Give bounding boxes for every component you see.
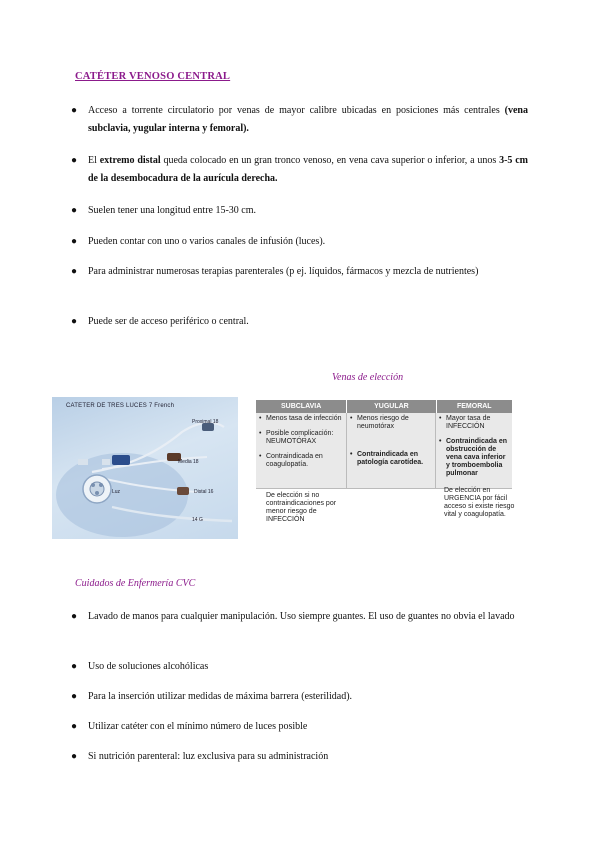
cuidados-list	[71, 608, 528, 768]
table-header	[256, 400, 512, 413]
list-item: ● Pueden contar con uno o varios canales de infusión (luces).	[88, 233, 528, 263]
list-item: ● Suelen tener una longitud entre 15-30 cm.	[88, 202, 528, 233]
photo-tag: 14 G	[192, 517, 203, 523]
list-item: ● Utilizar catéter con el mínimo número de luces posible	[88, 718, 528, 748]
list-item: ● Si nutrición parenteral: luz exclusiva para su administración	[88, 748, 528, 768]
bullet-icon: ●	[71, 155, 78, 166]
photo-tag: Proximal 18	[192, 419, 219, 425]
venas-eleccion-title: Venas de elección	[332, 372, 404, 383]
table-item: • Contraindicada en patología carotídea.	[350, 451, 424, 466]
list-item: ● Para la inserción utilizar medidas de máxima barrera (esterilidad).	[88, 688, 528, 718]
bullet-icon: ●	[71, 691, 78, 702]
table-notes	[256, 487, 515, 539]
bullet-icon: ●	[71, 236, 78, 247]
table-body	[256, 413, 512, 489]
list-item: ● El extremo distal queda colocado en un gran tronco venoso, en vena cava superior o inferior, a unos 3-5 cm de la desembocadura de la aurícula derecha.	[88, 152, 528, 202]
note-subclavia: De elección si no contraindicaciones por menor riesgo de INFECCIÓN	[266, 492, 337, 523]
table-item: • Contraindicada en obstrucción de vena cava inferior y tromboembolia pulmonar	[439, 438, 508, 477]
header-yugular: YUGULAR	[347, 400, 436, 413]
list-item: ● Para administrar numerosas terapias parenterales (p ej. líquidos, fármacos y mezcla de nutrientes)	[88, 263, 528, 313]
catheter-photo	[52, 397, 238, 539]
column-subclavia	[256, 413, 347, 488]
list-item: ● Acceso a torrente circulatorio por venas de mayor calibre ubicadas en posiciones más centrales (vena subclavia, yugular interna y femoral).	[88, 102, 528, 152]
list-item: ● Puede ser de acceso periférico o central.	[88, 313, 528, 333]
table-item: • Mayor tasa de INFECCIÓN	[439, 415, 491, 430]
cuidados-title: Cuidados de Enfermería CVC	[75, 578, 196, 589]
column-femoral	[436, 413, 512, 488]
bullet-icon: ●	[71, 266, 78, 277]
catheter-photo-label: CATETER DE TRES LUCES 7 French	[66, 403, 175, 409]
venas-table	[256, 400, 515, 539]
column-yugular	[347, 413, 436, 488]
list-item: ● Lavado de manos para cualquier manipulación. Uso siempre guantes. El uso de guantes no obvia el lavado	[88, 608, 528, 658]
bullet-icon: ●	[71, 751, 78, 762]
header-femoral: FEMORAL	[437, 400, 512, 413]
bullet-icon: ●	[71, 205, 78, 216]
definition-list	[71, 102, 528, 333]
table-item: • Posible complicación: NEUMOTÓRAX	[259, 430, 334, 445]
table-item: • Menos tasa de infección	[259, 415, 342, 422]
header-subclavia: SUBCLAVIA	[256, 400, 347, 413]
bullet-icon: ●	[71, 661, 78, 672]
note-femoral: De elección en URGENCIA por fácil acceso si existe riesgo vital y coagulopatía.	[444, 487, 515, 518]
bullet-icon: ●	[71, 721, 78, 732]
bullet-icon: ●	[71, 316, 78, 327]
table-item: • Contraindicada en coagulopatía.	[259, 453, 323, 468]
list-item: ● Uso de soluciones alcohólicas	[88, 658, 528, 688]
section-title: CATÉTER VENOSO CENTRAL	[75, 71, 231, 82]
table-item: • Menos riesgo de neumotórax	[350, 415, 409, 430]
photo-tag: Luz	[112, 489, 121, 495]
photo-tag: Media 18	[178, 459, 199, 465]
bullet-icon: ●	[71, 105, 78, 116]
photo-tag: Distal 16	[194, 489, 214, 495]
bullet-icon: ●	[71, 611, 78, 622]
